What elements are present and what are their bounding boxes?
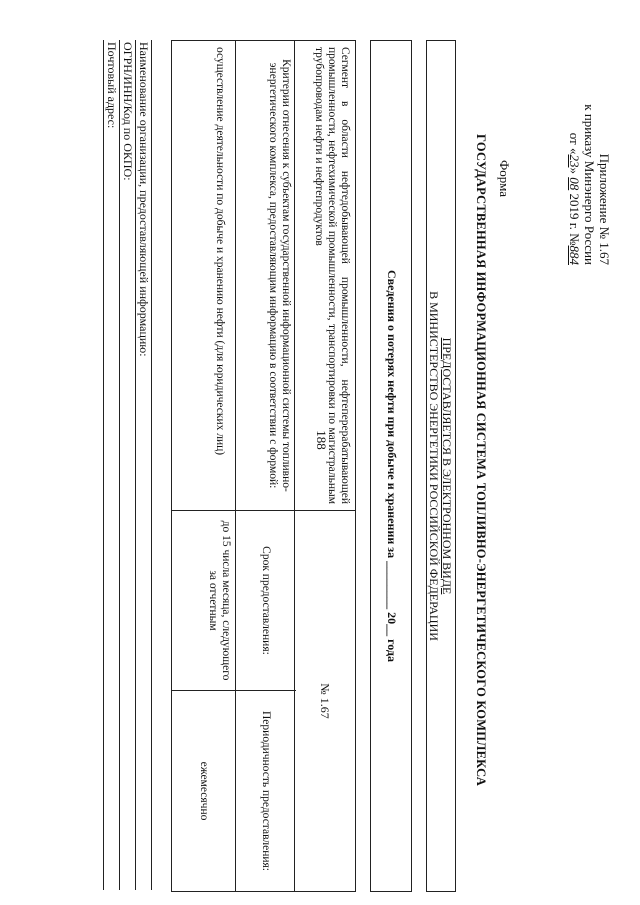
table-header-row [235, 41, 296, 891]
appendix-line-2: к приказу Минэнерго России [582, 104, 597, 265]
org-name-field: Наименование организации, предоставляющей информацию: [136, 40, 152, 890]
order-number: 884 [567, 245, 582, 265]
form-label: Форма [497, 160, 512, 197]
organization-info [103, 40, 152, 890]
segment-table [294, 40, 356, 892]
submission-line-1: ПРЕДОСТАВЛЯЕТСЯ В ЭЛЕКТРОННОМ ВИДЕ [440, 337, 454, 595]
submission-line-2: В МИНИСТЕРСТВО ЭНЕРГЕТИКИ РОССИЙСКОЙ ФЕДЕРАЦИИ [427, 291, 441, 641]
page-title: ГОСУДАРСТВЕННАЯ ИНФОРМАЦИОННАЯ СИСТЕМА ТОПЛИВНО-ЭНЕРГЕТИЧЕСКОГО КОМПЛЕКСА [474, 134, 488, 786]
criteria-cell: осуществление деятельности по добыче и хранению нефти (для юридических лиц) [172, 41, 236, 511]
appendix-line-3: от «23» 08 2019 г. №884 [567, 132, 582, 265]
appendix-block [567, 35, 612, 265]
deadline-cell: до 15 числа месяца, следующего за отчетным [172, 511, 236, 691]
page-number: 188 [314, 430, 329, 450]
org-codes-field: ОГРН/ИНН/Код по ОКПО: [120, 40, 136, 890]
order-day: 23 [567, 154, 582, 168]
criteria-header: Критерии отнесения к субъектам государственной информационной системы топливно-энергетического комплекса, предоставляющим информацию в соответствии с формой: [236, 41, 296, 511]
frequency-header: Периодичность предоставления: [260, 711, 273, 871]
order-month: 08 [567, 177, 582, 191]
form-code: № 1.67 [318, 683, 333, 719]
submission-box [426, 40, 456, 892]
deadline-header: Срок предоставления: [236, 511, 296, 691]
segment-text: Сегмент в области нефтедобывающей промышленности, нефтеперерабатывающей промышленности, нефтехимической промышленности, транспортировки по магистральным трубопроводам нефти и нефтепродуктов [295, 41, 355, 511]
report-title: Сведения о потерях нефти при добыче и хранении за ________ 20__ года [385, 270, 399, 662]
report-title-box [370, 40, 412, 892]
frequency-cell: ежемесячно [198, 761, 211, 821]
appendix-line-1: Приложение № 1.67 [597, 153, 612, 265]
criteria-table [171, 40, 296, 892]
table-row [172, 41, 236, 891]
postal-address-field: Почтовый адрес: [103, 40, 120, 890]
